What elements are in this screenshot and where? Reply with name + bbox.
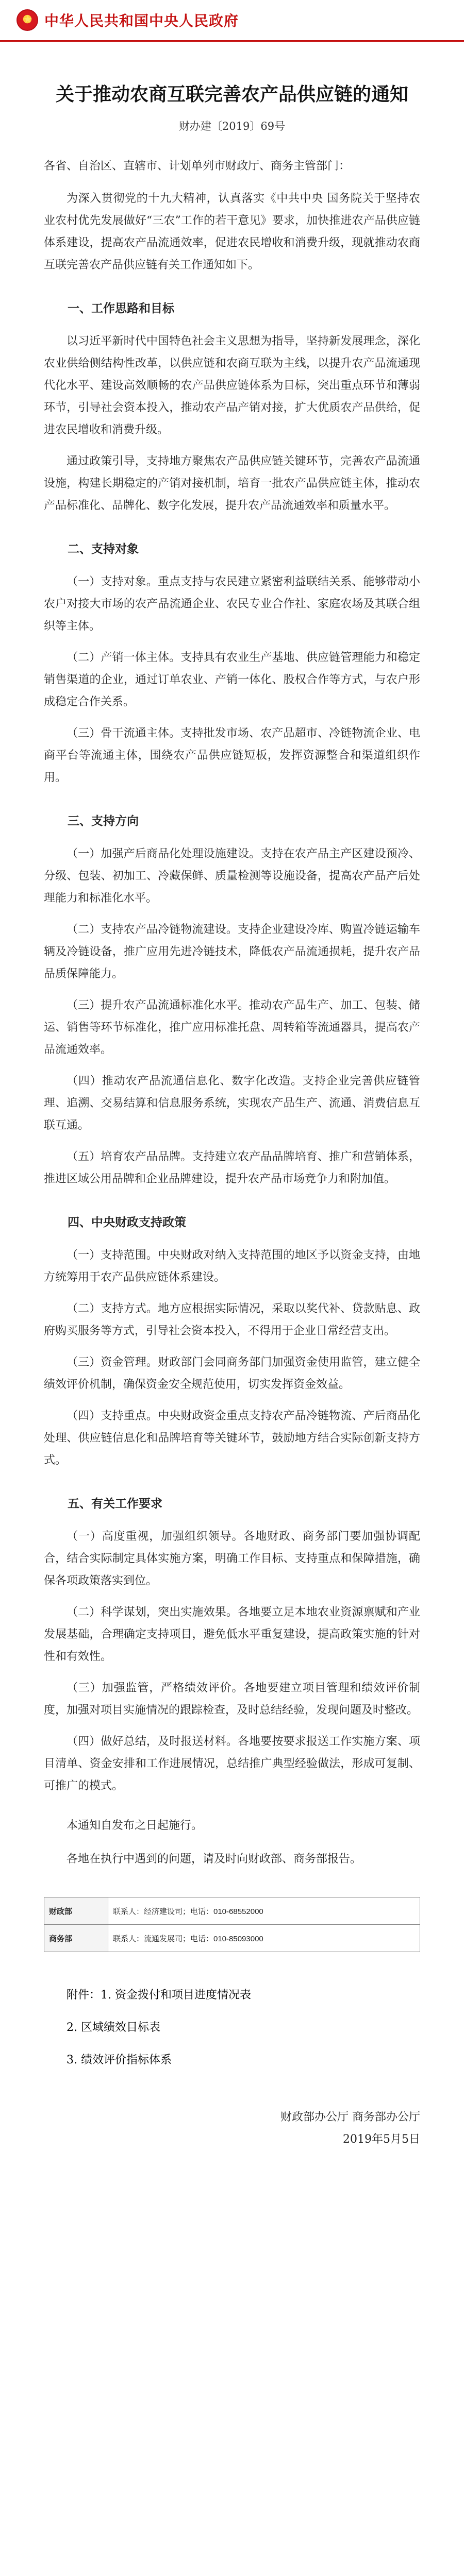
recipients: 各省、自治区、直辖市、计划单列市财政厅、商务主管部门： bbox=[44, 160, 351, 173]
signature-date: 2019年5月5日 bbox=[343, 2133, 420, 2146]
contact-value: 联系人：经济建设司；电话：010-68552000 bbox=[108, 1897, 420, 1925]
contact-table bbox=[44, 1897, 420, 1952]
section-paragraph: （四）支持重点。中央财政资金重点支持农产品冷链物流、产后商品化处理、供应链信息化和品牌培育等关键环节，鼓励地方结合实际创新支持方式。 bbox=[44, 1410, 420, 1467]
document-number: 财办建〔2019〕69号 bbox=[178, 120, 286, 132]
section-paragraph: （三）提升农产品流通标准化水平。推动农产品生产、加工、包装、储运、销售等环节标准化，推广应用标准托盘、周转箱等流通器具，提高农产品流通效率。 bbox=[44, 999, 420, 1056]
section-paragraph: 通过政策引导，支持地方聚焦农产品供应链关键环节，完善农产品流通设施，构建长期稳定的产销对接机制，培育一批农产品供应链主体，推动农产品标准化、品牌化、数字化发展，提升农产品流通效率和质量水平。 bbox=[44, 455, 420, 512]
section-paragraph: （四）做好总结，及时报送材料。各地要按要求报送工作实施方案、项目清单、资金安排和工作进展情况，总结推广典型经验做法，形成可复制、可推广的模式。 bbox=[44, 1735, 420, 1792]
signature bbox=[44, 2106, 420, 2150]
section-paragraph: （三）加强监管，严格绩效评价。各地要建立项目管理和绩效评价制度，加强对项目实施情况的跟踪检查，及时总结经验，发现问题及时整改。 bbox=[44, 1682, 420, 1717]
section-heading: 三、支持方向 bbox=[68, 815, 139, 828]
note-item: 本通知自发布之日起施行。 bbox=[67, 1819, 203, 1832]
contact-row bbox=[44, 1897, 420, 1925]
section-heading: 四、中央财政支持政策 bbox=[68, 1216, 186, 1229]
section-paragraph: （四）推动农产品流通信息化、数字化改造。支持企业完善供应链管理、追溯、交易结算和信息服务系统，实现农产品生产、流通、消费信息互联互通。 bbox=[44, 1075, 420, 1132]
section-paragraph: （二）科学谋划，突出实施效果。各地要立足本地农业资源禀赋和产业发展基础，合理确定支持项目，避免低水平重复建设，提高政策实施的针对性和有效性。 bbox=[44, 1606, 420, 1663]
signature-department: 财政部办公厅 商务部办公厅 bbox=[280, 2111, 420, 2124]
site-name[interactable]: 中华人民共和国中央人民政府 bbox=[44, 13, 239, 29]
contact-row bbox=[44, 1925, 420, 1952]
section-paragraph: （三）资金管理。财政部门会同商务部门加强资金使用监管，建立健全绩效评价机制，确保资金安全规范使用，切实发挥资金效益。 bbox=[44, 1356, 420, 1391]
contact-label: 商务部 bbox=[44, 1925, 108, 1952]
section-paragraph: （二）产销一体主体。支持具有农业生产基地、供应链管理能力和稳定销售渠道的企业，通过订单农业、产销一体化、股权合作等方式，与农户形成稳定合作关系。 bbox=[44, 651, 420, 708]
section-heading: 一、工作思路和目标 bbox=[68, 302, 174, 315]
section-paragraph: （二）支持农产品冷链物流建设。支持企业建设冷库、购置冷链运输车辆及冷链设备，推广应用先进冷链技术，降低农产品流通损耗，提升农产品品质保障能力。 bbox=[44, 923, 420, 980]
contact-value: 联系人：流通发展司；电话：010-85093000 bbox=[108, 1925, 420, 1952]
notes bbox=[44, 1815, 420, 1870]
article-title: 关于推动农商互联完善农产品供应链的通知 bbox=[55, 83, 408, 105]
section-paragraph: （一）高度重视，加强组织领导。各地财政、商务部门要加强协调配合，结合实际制定具体实施方案，明确工作目标、支持重点和保障措施，确保各项政策落实到位。 bbox=[44, 1530, 420, 1587]
section-heading: 二、支持对象 bbox=[68, 543, 139, 556]
site-header bbox=[0, 0, 464, 42]
attachment-link[interactable]: 2. 区域绩效目标表 bbox=[67, 2021, 160, 2034]
contact-label: 财政部 bbox=[44, 1897, 108, 1925]
section-paragraph: （一）加强产后商品化处理设施建设。支持在农产品主产区建设预冷、分级、包装、初加工、冷藏保鲜、质量检测等设施设备，提高农产品产后处理能力和标准化水平。 bbox=[44, 848, 420, 905]
attachment-link[interactable]: 3. 绩效评价指标体系 bbox=[67, 2054, 172, 2066]
section-paragraph: （一）支持范围。中央财政对纳入支持范围的地区予以资金支持，由地方统筹用于农产品供应链体系建设。 bbox=[44, 1249, 420, 1284]
section-paragraph: （三）骨干流通主体。支持批发市场、农产品超市、冷链物流企业、电商平台等流通主体，围绕农产品供应链短板，发挥资源整合和渠道组织作用。 bbox=[44, 727, 420, 784]
section-paragraph: （五）培育农产品品牌。支持建立农产品品牌培育、推广和营销体系，推进区域公用品牌和企业品牌建设，提升农产品市场竞争力和附加值。 bbox=[44, 1150, 420, 1185]
article-content bbox=[44, 82, 420, 2150]
intro-paragraph: 为深入贯彻党的十九大精神，认真落实《中共中央 国务院关于坚持农业农村优先发展做好“三农”工作的若干意见》要求，加快推进农产品供应链体系建设，提高农产品流通效率，促进农民增收和消费升级，现就推动农商互联完善农产品供应链有关工作通知如下。 bbox=[44, 192, 420, 272]
note-item: 各地在执行中遇到的问题，请及时向财政部、商务部报告。 bbox=[67, 1853, 362, 1866]
section-paragraph: （一）支持对象。重点支持与农民建立紧密利益联结关系、能够带动小农户对接大市场的农产品流通企业、农民专业合作社、家庭农场及其联合组织等主体。 bbox=[44, 575, 420, 633]
national-emblem-icon bbox=[16, 9, 38, 31]
attachment-link[interactable]: 附件：1. 资金拨付和项目进度情况表 bbox=[67, 1989, 251, 2002]
section-heading: 五、有关工作要求 bbox=[68, 1497, 162, 1511]
section-paragraph: （二）支持方式。地方应根据实际情况，采取以奖代补、贷款贴息、政府购买服务等方式，引导社会资本投入，不得用于企业日常经营支出。 bbox=[44, 1302, 420, 1337]
attachments bbox=[44, 1984, 420, 2071]
section-paragraph: 以习近平新时代中国特色社会主义思想为指导，坚持新发展理念，深化农业供给侧结构性改革，以供应链和农商互联为主线，以提升农产品流通现代化水平、建设高效顺畅的农产品供应链体系为目标，突出重点环节和薄弱环节，引导社会资本投入，推动农产品产销对接，扩大优质农产品供给，促进农民增收和消费升级。 bbox=[44, 335, 420, 436]
